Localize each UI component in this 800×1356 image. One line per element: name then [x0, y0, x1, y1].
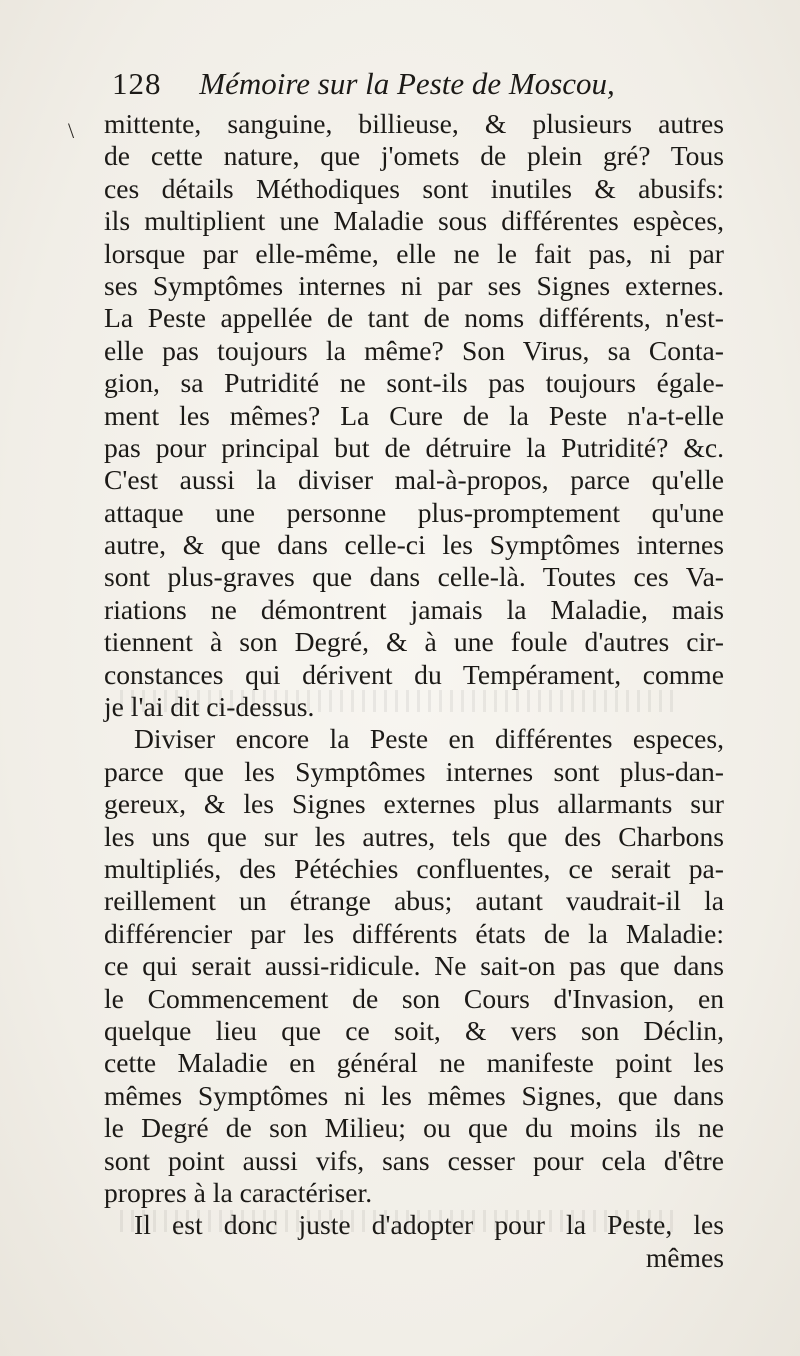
text-line: propres à la caractériser. [104, 1176, 373, 1208]
text-line: constances qui dérivent du Tempérament, comme [104, 658, 724, 690]
text-line: le Commencement de son Cours d'Invasion, en [104, 982, 724, 1014]
text-line: cette Maladie en général ne manifeste point les [104, 1047, 724, 1079]
text-line: ces détails Méthodiques sont inutiles & abusifs: [104, 172, 724, 204]
text-line: ses Symptômes internes ni par ses Signes externes. [104, 269, 724, 301]
text-line: tiennent à son Degré, & à une foule d'autres cir- [104, 626, 724, 658]
text-line: je l'ai dit ci-dessus. [104, 691, 315, 723]
running-head: Mémoire sur la Peste de Moscou, [199, 66, 615, 101]
page-header [112, 66, 652, 106]
text-line: ce qui serait aussi-ridicule. Ne sait-on pas que dans [104, 950, 724, 982]
text-line: de cette nature, que j'omets de plein gré? Tous [104, 140, 724, 172]
text-line: les uns que sur les autres, tels que des Charbons [104, 820, 724, 852]
text-line: C'est aussi la diviser mal-à-propos, parce qu'elle [104, 464, 724, 496]
paragraph-3 [104, 1209, 724, 1241]
text-line: le Degré de son Milieu; ou que du moins ils ne [104, 1112, 724, 1144]
text-line: Diviser encore la Peste en différentes especes, [134, 723, 724, 755]
page-number: 128 [112, 66, 162, 101]
text-line: attaque une personne plus-promptement qu'une [104, 496, 724, 528]
text-line: différencier par les différents états de la Maladie: [104, 917, 724, 949]
paragraph-2 [104, 723, 724, 1209]
text-line: mittente, sanguine, billieuse, & plusieurs autres [104, 108, 724, 139]
text-line: pas pour principal but de détruire la Putridité? &c. [104, 431, 724, 463]
text-line: elle pas toujours la même? Son Virus, sa Conta- [104, 334, 724, 366]
text-line: gion, sa Putridité ne sont-ils pas toujours égale- [104, 367, 724, 399]
text-line: quelque lieu que ce soit, & vers son Déclin, [104, 1014, 724, 1046]
text-line: riations ne démontrent jamais la Maladie, mais [104, 593, 724, 625]
margin-mark: \ [68, 118, 75, 143]
text-line: La Peste appellée de tant de noms différents, n'est- [104, 302, 724, 334]
catchword: mêmes [645, 1241, 724, 1273]
text-line: parce que les Symptômes internes sont plus-dan- [104, 755, 724, 787]
body-text [104, 108, 724, 1274]
text-line: autre, & que dans celle-ci les Symptômes internes [104, 529, 724, 561]
text-line: lorsque par elle-même, elle ne le fait pas, ni par [104, 237, 724, 269]
text-line: ment les mêmes? La Cure de la Peste n'a-t-elle [104, 399, 724, 431]
text-line: reillement un étrange abus; autant vaudrait-il la [104, 885, 724, 917]
text-line: mêmes Symptômes ni les mêmes Signes, que dans [104, 1079, 724, 1111]
text-line: ils multiplient une Maladie sous différentes espèces, [104, 205, 724, 237]
text-line: Il est donc juste d'adopter pour la Peste, les [134, 1209, 724, 1241]
text-line: sont point aussi vifs, sans cesser pour cela d'être [104, 1144, 724, 1176]
paragraph-1 [104, 108, 724, 723]
text-line: sont plus-graves que dans celle-là. Toutes ces Va- [104, 561, 724, 593]
text-line: multipliés, des Pétéchies confluentes, ce serait pa- [104, 852, 724, 884]
text-line: gereux, & les Signes externes plus allarmants sur [104, 788, 724, 820]
